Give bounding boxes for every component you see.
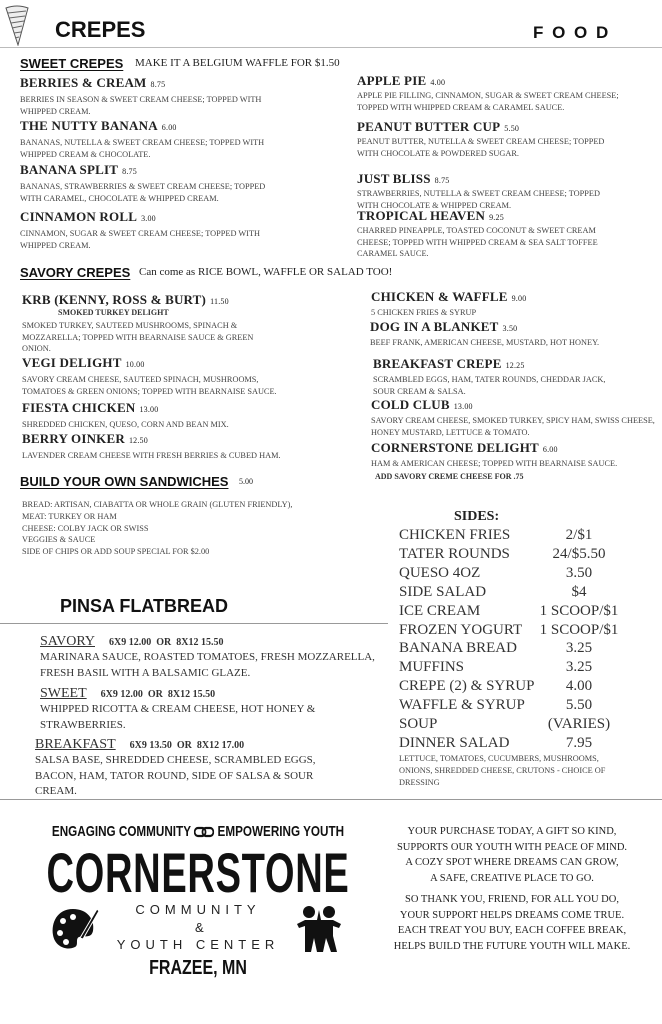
item-description — [20, 228, 260, 251]
item-price: 12.25 — [505, 361, 525, 370]
menu-item — [22, 292, 253, 355]
side-item — [399, 602, 639, 621]
pinsa-item — [35, 735, 316, 800]
item-name — [22, 400, 229, 416]
sandwich-line: MEAT: TURKEY OR HAM — [22, 511, 117, 521]
sandwich-line: SIDE OF CHIPS OR ADD SOUP SPECIAL FOR $2.00 — [22, 547, 210, 557]
pinsa-description — [35, 753, 316, 800]
item-name — [20, 118, 264, 134]
category-label: F O O D — [533, 23, 611, 42]
description-line: TOMATOES & GREEN ONIONS; TOPPED WITH BEARNAISE SAUCE. — [22, 386, 277, 396]
item-title: BERRIES & CREAM — [20, 75, 147, 90]
item-title: KRB (KENNY, ROSS & BURT) — [22, 292, 207, 307]
side-name: DINNER SALAD — [399, 734, 510, 751]
description-line: CINNAMON, SUGAR & SWEET CREAM CHEESE; TOPPED WITH — [20, 229, 261, 238]
item-description — [371, 458, 617, 470]
poem-line: YOUR PURCHASE TODAY, A GIFT SO KIND, — [407, 826, 617, 837]
item-price: 9.25 — [489, 213, 504, 222]
item-price: 4.00 — [430, 78, 446, 87]
description-line: WHIPPED CREAM. — [20, 240, 91, 250]
item-price: 8.75 — [122, 167, 137, 176]
item-description — [371, 307, 526, 319]
logo-community: COMMUNITY — [135, 902, 261, 917]
description-line: BANANAS, STRAWBERRIES & SWEET CREAM CHEESE; TOPPED — [20, 182, 266, 191]
logo-tagline — [52, 823, 344, 840]
item-description — [370, 337, 599, 349]
menu-item — [370, 319, 599, 349]
side-name: CREPE (2) & SYRUP — [399, 678, 535, 695]
item-title: CINNAMON ROLL — [20, 209, 138, 224]
item-title: PEANUT BUTTER CUP — [357, 119, 501, 134]
description-line: WITH CHOCOLATE & POWDERED SUGAR. — [357, 148, 520, 158]
menu-item — [373, 356, 605, 397]
item-price: 8.75 — [434, 176, 450, 185]
description-line: CHEESE; TOPPED WITH WHIPPED CREAM & SEA SALT TOFFEE — [357, 237, 598, 247]
description-line: WHIPPED RICOTTA & CREAM CHEESE, HOT HONEY & — [40, 703, 316, 715]
description-line: SALSA BASE, SHREDDED CHEESE, SCRAMBLED EGGS, — [35, 754, 316, 766]
item-name — [371, 440, 617, 456]
side-price: 3.50 — [565, 564, 593, 581]
menu-item — [22, 400, 229, 431]
item-price: 3.50 — [502, 324, 518, 333]
item-price: 5.50 — [504, 124, 520, 133]
description-line: WHIPPED CREAM & CHOCOLATE. — [20, 149, 151, 159]
description-line: SHREDDED CHICKEN, QUESO, CORN AND BEAN MIX. — [22, 420, 229, 429]
item-description — [22, 320, 253, 355]
logo-name: CORNERSTONE — [46, 841, 350, 904]
dinner-salad-desc — [399, 753, 605, 789]
item-name — [371, 397, 655, 413]
item-price: 10.00 — [125, 360, 145, 369]
menu-item — [22, 355, 277, 397]
item-title: VEGI DELIGHT — [22, 355, 122, 370]
description-line: FRESH BASIL WITH A BALSAMIC GLAZE. — [40, 666, 251, 679]
item-description — [20, 137, 264, 160]
description-line: WITH CARAMEL, CHOCOLATE & WHIPPED CREAM. — [20, 193, 219, 203]
side-price: 3.25 — [565, 659, 593, 676]
side-price: 5.50 — [565, 697, 593, 714]
poem-line: YOUR SUPPORT HELPS DREAMS COME TRUE. — [399, 909, 625, 921]
chain-link-icon — [194, 826, 214, 838]
item-title: BREAKFAST CREPE — [373, 356, 502, 371]
description-line: WHIPPED CREAM. — [20, 106, 91, 116]
side-price: 1 SCOOP/$1 — [539, 621, 619, 638]
menu-item — [22, 431, 281, 462]
side-price: 24/$5.50 — [552, 545, 606, 562]
side-name: FROZEN YOGURT — [399, 621, 523, 638]
description-line: CREAM. — [35, 785, 77, 797]
tagline-left: ENGAGING COMMUNITY — [51, 823, 192, 840]
item-name — [357, 171, 600, 187]
item-description — [357, 136, 604, 159]
poem-line: A COZY SPOT WHERE DREAMS CAN GROW, — [405, 857, 619, 868]
side-name: MUFFINS — [399, 659, 465, 676]
item-description — [20, 94, 261, 117]
sides-heading: SIDES: — [454, 509, 500, 524]
side-item — [399, 621, 639, 640]
pinsa-name: BREAKFAST — [35, 737, 116, 752]
item-name — [22, 292, 253, 308]
menu-item — [20, 162, 265, 204]
sweet-crepes-heading: SWEET CREPES — [20, 56, 124, 71]
sandwiches-heading: BUILD YOUR OWN SANDWICHES — [20, 474, 229, 489]
side-item — [399, 715, 639, 734]
side-item — [399, 658, 639, 677]
side-price: 7.95 — [565, 734, 593, 751]
item-price: 8.75 — [150, 80, 166, 89]
pinsa-item-header — [40, 684, 315, 702]
item-name — [357, 208, 598, 224]
pinsa-heading: PINSA FLATBREAD — [60, 596, 228, 616]
pinsa-item — [40, 684, 315, 733]
logo-youth-center: YOUTH CENTER — [116, 937, 280, 952]
sandwich-line: VEGGIES & SAUCE — [22, 535, 96, 545]
youth-figures-icon — [295, 906, 343, 952]
item-title: TROPICAL HEAVEN — [357, 208, 486, 223]
item-name — [20, 162, 265, 178]
side-item — [399, 564, 639, 583]
item-name — [371, 289, 526, 305]
side-price: 3.25 — [565, 640, 593, 657]
description-line: 5 CHICKEN FRIES & SYRUP — [371, 308, 477, 317]
item-description — [20, 181, 265, 204]
pinsa-description — [40, 702, 315, 733]
pinsa-item — [40, 632, 375, 681]
description-line: CHARRED PINEAPPLE, TOASTED COCONUT & SWEET CREAM — [357, 226, 596, 235]
savory-crepes-heading: SAVORY CREPES — [20, 265, 131, 280]
item-price: 12.50 — [128, 436, 148, 445]
description-line: BANANAS, NUTELLA & SWEET CREAM CHEESE; TOPPED WITH — [20, 138, 265, 147]
item-title: CORNERSTONE DELIGHT — [371, 440, 539, 455]
pinsa-item-header — [35, 735, 316, 753]
side-item — [399, 734, 639, 753]
side-name: WAFFLE & SYRUP — [399, 697, 525, 714]
sandwiches-price: 5.00 — [239, 477, 253, 486]
description-line: SCRAMBLED EGGS, HAM, TATER ROUNDS, CHEDDAR JACK, — [373, 375, 606, 384]
side-name: BANANA BREAD — [399, 640, 517, 657]
item-title: CHICKEN & WAFFLE — [371, 289, 508, 304]
item-name — [20, 75, 261, 91]
poem-line: SO THANK YOU, FRIEND, FOR ALL YOU DO, — [405, 894, 619, 905]
description-line: BACON, HAM, TATOR ROUND, SIDE OF SALSA & SOUR — [35, 769, 314, 782]
side-price: 2/$1 — [565, 527, 593, 543]
side-name: QUESO 4OZ — [399, 564, 481, 581]
poem-stanza-2 — [377, 892, 647, 954]
item-price: 11.50 — [210, 297, 229, 306]
description-line: SAVORY CREAM CHEESE, SMOKED TURKEY, SPICY HAM, SWISS CHEESE, — [371, 416, 655, 425]
menu-item — [20, 118, 264, 160]
item-name — [22, 431, 281, 447]
item-name — [373, 356, 605, 372]
poem-line: EACH TREAT YOU BUY, EACH COFFEE BREAK, — [397, 925, 627, 936]
pinsa-price: 6X9 12.00 OR 8X12 15.50 — [100, 689, 216, 700]
poem-line: SUPPORTS OUR YOUTH WITH PEACE OF MIND. — [396, 841, 628, 853]
item-title: DOG IN A BLANKET — [370, 319, 499, 334]
side-item — [399, 677, 639, 696]
item-title: COLD CLUB — [371, 397, 450, 412]
side-item — [399, 526, 639, 545]
side-price: 4.00 — [565, 678, 593, 695]
sweet-crepes-note: MAKE IT A BELGIUM WAFFLE FOR $1.50 — [135, 57, 340, 69]
item-price: 3.00 — [141, 214, 156, 223]
side-item — [399, 639, 639, 658]
description-line: STRAWBERRIES, NUTELLA & SWEET CREAM CHEESE; TOPPED — [357, 189, 600, 198]
pinsa-item-header — [40, 632, 375, 650]
description-line: ONIONS, SHREDDED CHEESE, CRUTONS - CHOICE OF — [399, 766, 606, 775]
description-line: CARAMEL SAUCE. — [357, 249, 429, 258]
poem-stanza-1 — [377, 824, 647, 886]
item-price: 9.00 — [511, 294, 527, 303]
description-line: DRESSING — [399, 778, 440, 787]
description-line: APPLE PIE FILLING, CINNAMON, SUGAR & SWEET CREAM CHEESE; — [357, 91, 619, 100]
item-title: BANANA SPLIT — [20, 162, 119, 177]
header-divider — [0, 47, 662, 48]
description-line: PEANUT BUTTER, NUTELLA & SWEET CREAM CHEESE; TOPPED — [357, 137, 605, 146]
page-title: CREPES — [55, 17, 146, 42]
item-subtitle: SMOKED TURKEY DELIGHT — [58, 308, 169, 317]
side-name: SIDE SALAD — [399, 583, 487, 600]
side-price: $4 — [571, 583, 587, 600]
logo-ampersand: & — [195, 920, 204, 935]
menu-item — [20, 75, 261, 117]
description-line: LAVENDER CREAM CHEESE WITH FRESH BERRIES & CUBED HAM. — [22, 451, 281, 460]
description-line: HAM & AMERICAN CHEESE; TOPPED WITH BEARNAISE SAUCE. — [371, 459, 618, 468]
footer-divider — [0, 799, 662, 800]
item-title: BERRY OINKER — [22, 431, 125, 446]
item-addon-note: ADD SAVORY CREME CHEESE FOR .75 — [375, 471, 524, 481]
side-name: SOUP — [399, 716, 438, 732]
pinsa-name: SAVORY — [40, 634, 95, 649]
side-name: ICE CREAM — [399, 602, 481, 619]
side-price: (VARIES) — [547, 716, 611, 732]
description-line: TOPPED WITH WHIPPED CREAM & CARAMEL SAUCE. — [357, 102, 565, 112]
pinsa-divider — [0, 623, 388, 624]
item-title: JUST BLISS — [357, 171, 431, 186]
sandwich-options — [22, 499, 293, 558]
item-title: FIESTA CHICKEN — [22, 400, 136, 415]
side-name: CHICKEN FRIES — [399, 527, 511, 543]
item-price: 6.00 — [542, 445, 558, 454]
side-name: TATER ROUNDS — [399, 545, 510, 562]
description-line: SMOKED TURKEY, SAUTEED MUSHROOMS, SPINACH & — [22, 321, 238, 330]
description-line: BERRIES IN SEASON & SWEET CREAM CHEESE; TOPPED WITH — [20, 95, 262, 104]
side-price: 1 SCOOP/$1 — [539, 602, 619, 619]
description-line: WITH CHOCOLATE & WHIPPED CREAM. — [357, 200, 512, 210]
description-line: LETTUCE, TOMATOES, CUCUMBERS, MUSHROOMS, — [399, 754, 599, 763]
description-line: HONEY MUSTARD, LETTUCE & TOMATO. — [371, 427, 530, 437]
paint-palette-icon — [49, 905, 101, 953]
menu-item — [20, 209, 260, 251]
menu-item — [357, 73, 619, 113]
item-price: 13.00 — [453, 402, 473, 411]
menu-item — [357, 119, 604, 159]
menu-item — [371, 289, 526, 319]
item-description — [357, 90, 619, 113]
menu-item — [371, 397, 655, 438]
side-item — [399, 583, 639, 602]
logo-location: FRAZEE, MN — [149, 957, 247, 979]
description-line: SAVORY CREAM CHEESE, SAUTEED SPINACH, MUSHROOMS, — [22, 375, 259, 384]
item-name — [370, 319, 599, 335]
poem-line: A SAFE, CREATIVE PLACE TO GO. — [430, 872, 594, 884]
side-item — [399, 696, 639, 715]
description-line: BEEF FRANK, AMERICAN CHEESE, MUSTARD, HOT HONEY. — [370, 338, 600, 347]
side-item — [399, 545, 639, 564]
description-line: MARINARA SAUCE, ROASTED TOMATOES, FRESH MOZZARELLA, — [40, 651, 375, 663]
description-line: STRAWBERRIES. — [40, 718, 126, 731]
item-description — [22, 374, 277, 397]
crepe-cone-icon — [4, 4, 30, 46]
description-line: SOUR CREAM & SALSA. — [373, 386, 466, 396]
pinsa-price: 6X9 12.00 OR 8X12 15.50 — [109, 637, 224, 648]
item-title: APPLE PIE — [357, 73, 427, 88]
sandwich-line: BREAD: ARTISAN, CIABATTA OR WHOLE GRAIN (GLUTEN FRIENDLY), — [22, 500, 293, 509]
savory-crepes-note: Can come as RICE BOWL, WAFFLE OR SALAD TOO! — [139, 266, 393, 278]
item-name — [20, 209, 260, 225]
item-price: 13.00 — [139, 405, 159, 414]
menu-item — [357, 208, 598, 260]
pinsa-price: 6X9 13.50 OR 8X12 17.00 — [129, 740, 245, 751]
item-description — [371, 415, 655, 438]
item-description — [22, 450, 281, 462]
item-title: THE NUTTY BANANA — [20, 118, 158, 133]
menu-item — [357, 171, 600, 211]
description-line: ONION. — [22, 344, 51, 353]
tagline-right: EMPOWERING YOUTH — [217, 823, 345, 840]
sandwich-line: CHEESE: COLBY JACK OR SWISS — [22, 523, 149, 533]
item-name — [357, 119, 604, 135]
description-line: MOZZARELLA; TOPPED WITH BEARNAISE SAUCE & GREEN — [22, 332, 254, 342]
pinsa-name: SWEET — [40, 686, 87, 701]
poem-line: HELPS BUILD THE FUTURE YOUTH WILL MAKE. — [393, 940, 631, 952]
item-name — [357, 73, 619, 89]
item-description — [373, 374, 605, 397]
item-description — [22, 419, 229, 431]
menu-item — [371, 440, 617, 481]
pinsa-description — [40, 650, 375, 681]
item-description — [357, 225, 598, 260]
item-name — [22, 355, 277, 371]
item-price: 6.00 — [161, 123, 177, 132]
